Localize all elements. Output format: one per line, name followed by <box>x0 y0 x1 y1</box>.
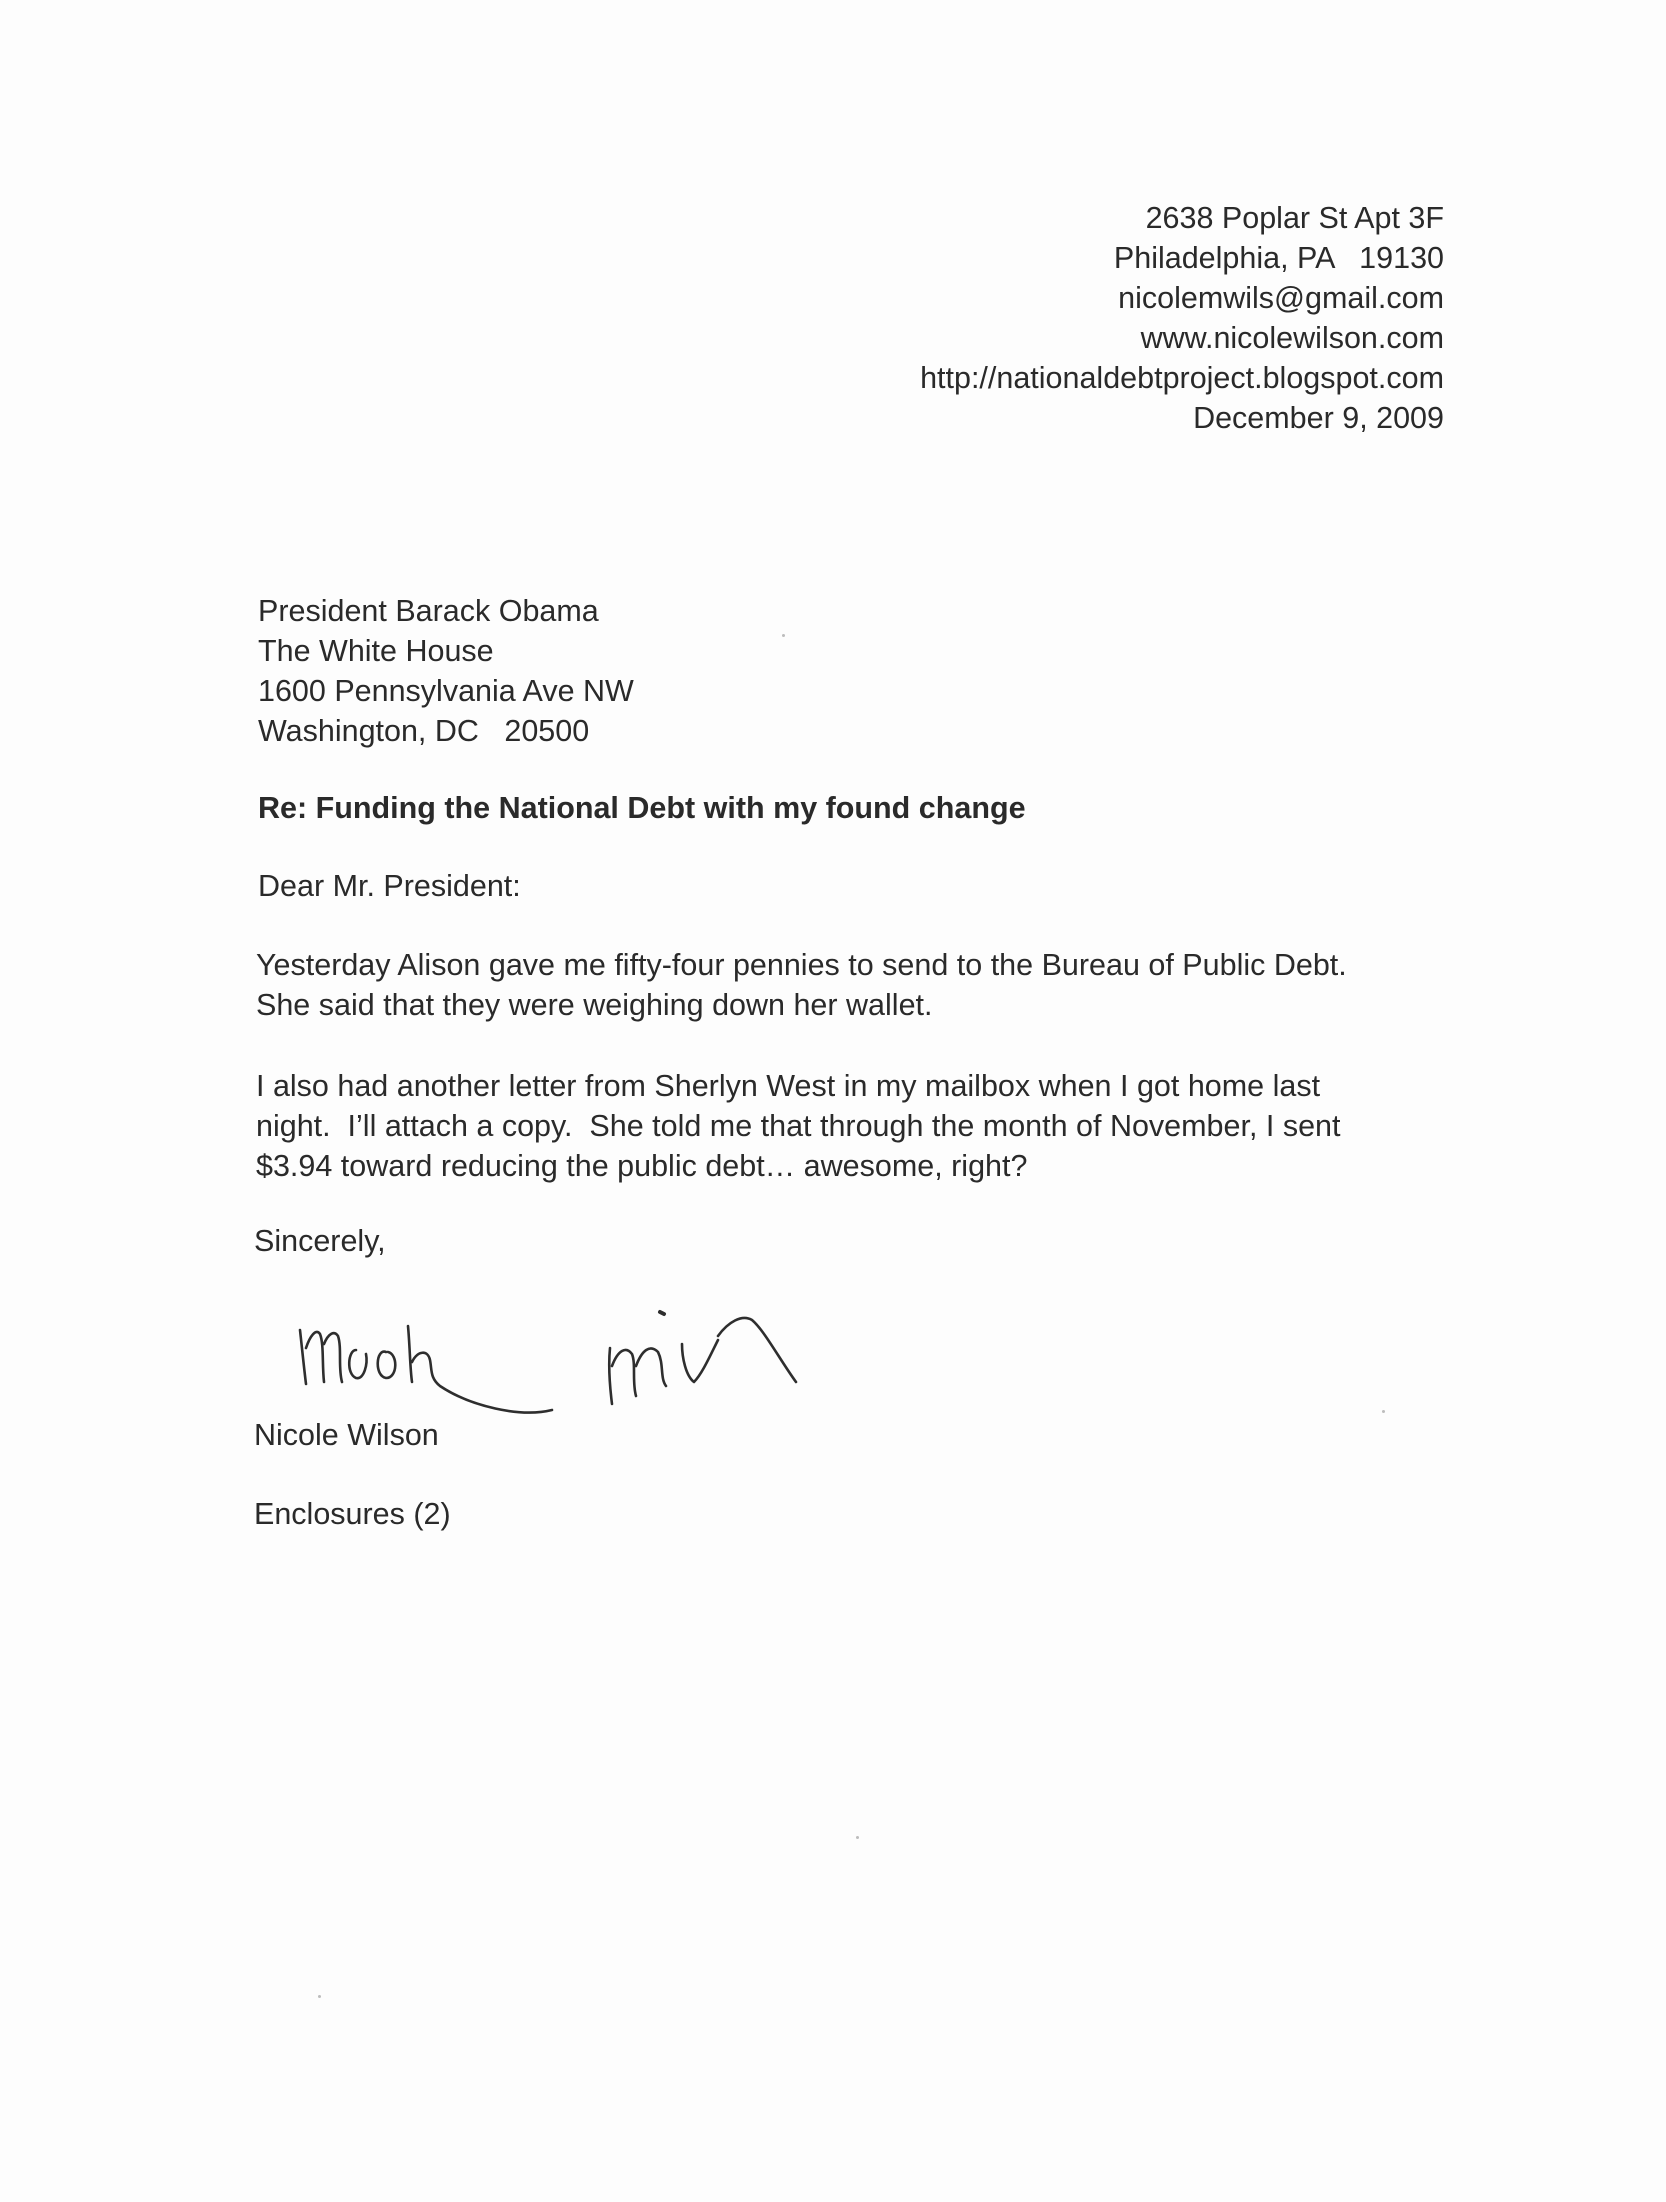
paragraph-line: Yesterday Alison gave me fifty-four pennies to send to the Bureau of Public Debt. <box>256 948 1347 982</box>
paragraph-line: night. I’ll attach a copy. She told me that through the month of November, I sent <box>256 1109 1341 1143</box>
paragraph-line: I also had another letter from Sherlyn West in my mailbox when I got home last <box>256 1069 1321 1103</box>
salutation: Dear Mr. President: <box>258 869 521 903</box>
body-paragraph-2 <box>256 1066 1341 1186</box>
sender-street: 2638 Poplar St Apt 3F <box>1145 201 1444 235</box>
scan-speck <box>1382 1410 1385 1413</box>
recipient-org: The White House <box>258 634 494 668</box>
letter-date: December 9, 2009 <box>1193 401 1444 435</box>
handwritten-signature <box>290 1278 930 1433</box>
closing: Sincerely, <box>254 1224 386 1258</box>
scan-speck <box>318 1995 321 1998</box>
sender-website: www.nicolewilson.com <box>1140 321 1444 355</box>
sender-blog: http://nationaldebtproject.blogspot.com <box>920 361 1444 395</box>
enclosures-note: Enclosures (2) <box>254 1497 451 1531</box>
signer-name: Nicole Wilson <box>254 1418 439 1452</box>
sender-city-line: Philadelphia, PA 19130 <box>1113 241 1444 275</box>
paragraph-line: $3.94 toward reducing the public debt… awesome, right? <box>256 1149 1028 1183</box>
subject-line: Re: Funding the National Debt with my found change <box>258 791 1026 825</box>
recipient-name: President Barack Obama <box>258 594 599 628</box>
body-paragraph-1 <box>256 945 1347 1025</box>
scan-speck <box>856 1836 859 1839</box>
paragraph-line: She said that they were weighing down her wallet. <box>256 988 933 1022</box>
sender-address-block <box>920 198 1444 438</box>
recipient-city-line: Washington, DC 20500 <box>258 714 590 748</box>
sender-email: nicolemwils@gmail.com <box>1118 281 1444 315</box>
recipient-street: 1600 Pennsylvania Ave NW <box>258 674 634 708</box>
scan-speck <box>782 634 785 637</box>
recipient-address-block <box>258 591 634 751</box>
